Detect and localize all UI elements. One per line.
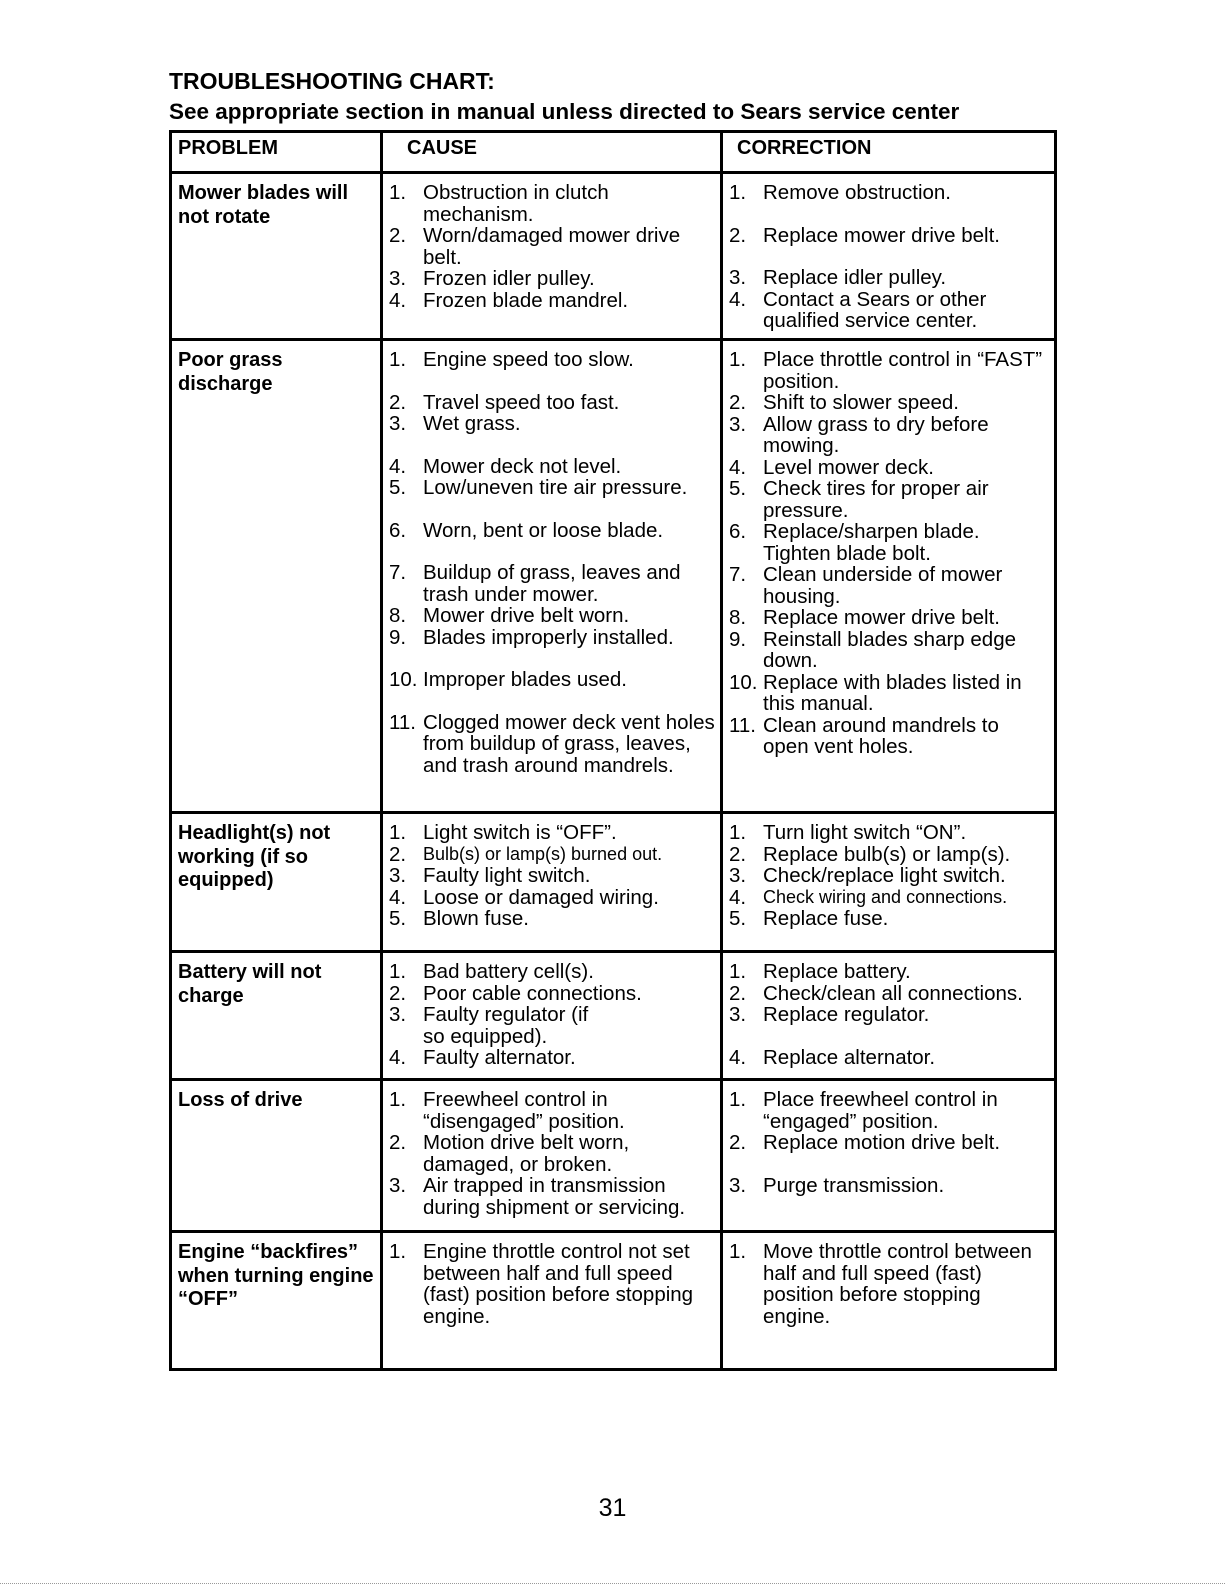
correction-item: 4. Replace alternator. (729, 1045, 936, 1069)
cause-item: 4. Loose or damaged wiring. (389, 885, 659, 909)
cause-item: 2. Travel speed too fast. (389, 390, 620, 414)
cause-cell (382, 173, 722, 340)
cause-item: 8. Mower drive belt worn. (389, 604, 630, 627)
correction-item: 1. Place freewheel control in “engaged” position. (729, 1088, 998, 1133)
correction-item: 2. Replace motion drive belt. (729, 1131, 1001, 1154)
correction-item: 11. Clean around mandrels to open vent holes. (729, 713, 999, 758)
correction-item: 1. Place throttle control in “FAST” position. (729, 348, 1043, 393)
correction-item: 2. Replace bulb(s) or lamp(s). (729, 842, 1011, 866)
correction-cell (722, 813, 1056, 952)
correction-item: 3. Replace idler pulley. (729, 266, 947, 289)
cause-item: 1. Engine throttle control not set between half and full speed (fast) position before stopping engine. (389, 1240, 694, 1328)
correction-item: 9. Reinstall blades sharp edge down. (729, 627, 1016, 672)
correction-item: 10. Replace with blades listed in this manual. (729, 670, 1022, 715)
correction-item: 4. Check wiring and connections. (729, 885, 1008, 909)
correction-item: 3. Check/replace light switch. (729, 864, 1006, 887)
cause-cell (382, 1080, 722, 1232)
cause-item: 4. Mower deck not level. (389, 454, 622, 478)
problem-cell: Loss of drive (171, 1080, 382, 1232)
correction-item: 3. Allow grass to dry before mowing. (729, 412, 989, 457)
cause-item: 3. Faulty light switch. (389, 864, 591, 887)
correction-item: 1. Replace battery. (729, 960, 911, 983)
problem-cell: Mower blades will not rotate (171, 173, 382, 340)
correction-cell (722, 952, 1056, 1080)
cause-item: 3. Faulty regulator (if so equipped). (389, 1003, 589, 1048)
page-title: TROUBLESHOOTING CHART: (169, 68, 495, 94)
cause-item: 1. Obstruction in clutch mechanism. (389, 181, 609, 226)
correction-item: 2. Shift to slower speed. (729, 391, 959, 414)
correction-item: 7. Clean underside of mower housing. (729, 563, 1003, 608)
header-correction: CORRECTION (722, 132, 1056, 173)
page-number: 31 (598, 1494, 627, 1522)
correction-item: 3. Replace regulator. (729, 1003, 930, 1026)
cause-item: 4. Frozen blade mandrel. (389, 288, 629, 312)
correction-item: 4. Contact a Sears or other qualified service center. (729, 287, 987, 332)
bottom-rule (0, 1583, 1225, 1584)
correction-cell (722, 1080, 1056, 1232)
correction-item: 1. Remove obstruction. (729, 181, 952, 204)
table-row (171, 340, 1056, 813)
table-row (171, 952, 1056, 1080)
correction-item: 6. Replace/sharpen blade. Tighten blade bolt. (729, 520, 980, 565)
correction-item: 4. Level mower deck. (729, 455, 934, 479)
table-row (171, 1080, 1056, 1232)
cause-item: 1. Light switch is “OFF”. (389, 821, 617, 844)
correction-cell (722, 1232, 1056, 1370)
table-row (171, 173, 1056, 340)
table-row (171, 1232, 1056, 1370)
header-cause: CAUSE (382, 132, 722, 173)
cause-item: 2. Bulb(s) or lamp(s) burned out. (389, 842, 663, 866)
cause-item: 3. Frozen idler pulley. (389, 267, 595, 290)
correction-item: 2. Check/clean all connections. (729, 981, 1023, 1005)
correction-item: 5. Check tires for proper air pressure. (729, 477, 989, 522)
problem-cell: Poor grass discharge (171, 340, 382, 813)
correction-item: 1. Move throttle control between half and full speed (fast) position before stopping engine. (729, 1240, 1032, 1328)
cause-item: 9. Blades improperly installed. (389, 625, 674, 649)
problem-cell: Headlight(s) not working (if so equipped) (171, 813, 382, 952)
problem-cell: Battery will not charge (171, 952, 382, 1080)
cause-item: 5. Blown fuse. (389, 907, 529, 930)
cause-cell (382, 813, 722, 952)
cause-cell (382, 952, 722, 1080)
cause-item: 3. Air trapped in transmission during shipment or servicing. (389, 1174, 686, 1219)
cause-item: 5. Low/uneven tire air pressure. (389, 476, 688, 499)
cause-item: 2. Motion drive belt worn, damaged, or broken. (389, 1131, 630, 1176)
table-row (171, 813, 1056, 952)
correction-item: 3. Purge transmission. (729, 1173, 945, 1197)
table-header-row (171, 132, 1056, 173)
cause-cell (382, 340, 722, 813)
cause-item: 10. Improper blades used. (389, 668, 627, 691)
cause-item: 2. Worn/damaged mower drive belt. (389, 224, 681, 269)
correction-item: 2. Replace mower drive belt. (729, 223, 1000, 247)
cause-item: 3. Wet grass. (389, 412, 521, 435)
correction-item: 5. Replace fuse. (729, 907, 889, 930)
correction-cell (722, 340, 1056, 813)
correction-item: 1. Turn light switch “ON”. (729, 821, 967, 844)
cause-item: 1. Engine speed too slow. (389, 348, 634, 371)
header-problem: PROBLEM (171, 132, 382, 173)
cause-item: 6. Worn, bent or loose blade. (389, 518, 664, 542)
troubleshooting-table (169, 130, 1057, 1371)
page-subtitle: See appropriate section in manual unless directed to Sears service center (169, 99, 960, 124)
cause-item: 11. Clogged mower deck vent holes from buildup of grass, leaves, and trash around mandrels. (389, 710, 715, 777)
correction-item: 8. Replace mower drive belt. (729, 606, 1000, 629)
problem-cell: Engine “backfires” when turning engine “OFF” (171, 1232, 382, 1370)
cause-item: 7. Buildup of grass, leaves and trash under mower. (389, 561, 681, 606)
cause-item: 4. Faulty alternator. (389, 1046, 576, 1069)
cause-item: 1. Freewheel control in “disengaged” position. (389, 1088, 625, 1133)
cause-item: 1. Bad battery cell(s). (389, 960, 594, 983)
cause-item: 2. Poor cable connections. (389, 981, 642, 1005)
cause-cell (382, 1232, 722, 1370)
correction-cell (722, 173, 1056, 340)
